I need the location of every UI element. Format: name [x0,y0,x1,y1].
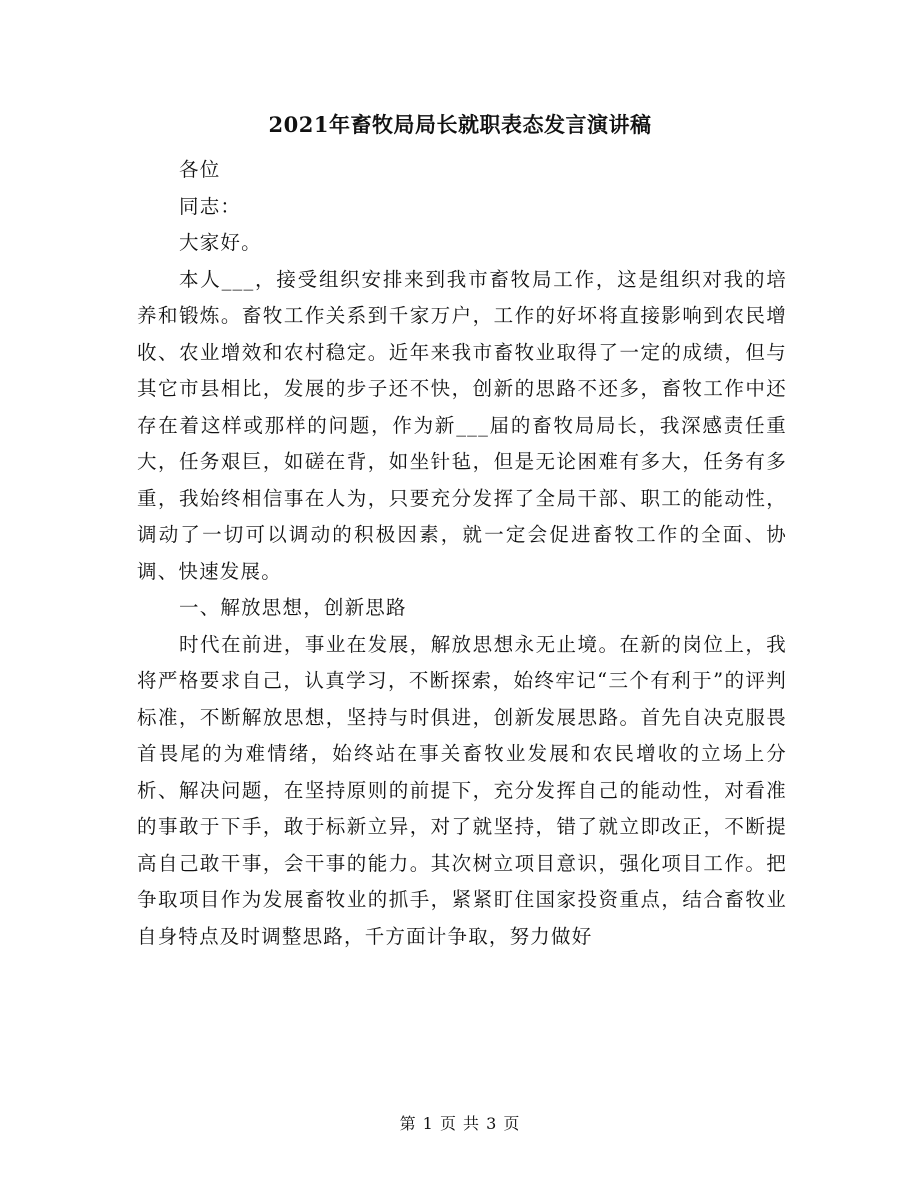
page-footer: 第 1 页 共 3 页 [399,1114,521,1133]
document-body [137,152,787,955]
section-heading-1: 一、解放思想，创新思路 [179,596,407,619]
body-paragraph-intro: 本人___，接受组织安排来到我市畜牧局工作，这是组织对我的培养和锻炼。畜牧工作关系到千家万户，工作的好坏将直接影响到农民增收、农业增效和农村稳定。近年来我市畜牧业取得了一定的成绩，但与其它市县相比，发展的步子还不快，创新的思路不还多，畜牧工作中还存在着这样或那样的问题，作为新___届的畜牧局局长，我深感责任重大，任务艰巨，如磋在背，如坐针毡，但是无论困难有多大，任务有多重，我始终相信事在人为，只要充分发挥了全局干部、职工的能动性，调动了一切可以调动的积极因素，就一定会促进畜牧工作的全面、协调、快速发展。 [137,267,787,583]
document-title: 2021年畜牧局局长就职表态发言演讲稿 [268,112,652,137]
greeting: 大家好。 [179,231,262,254]
body-paragraph-section-1: 时代在前进，事业在发展，解放思想永无止境。在新的岗位上，我将严格要求自己，认真学习，不断探索，始终牢记“三个有利于”的评判标准，不断解放思想，坚持与时俱进，创新发展思路。首先自决克服畏首畏尾的为难情绪，始终站在事关畜牧业发展和农民增收的立场上分析、解决问题，在坚持原则的前提下，充分发挥自己的能动性，对看准的事敢于下手，敢于标新立异，对了就坚持，错了就立即改正，不断提高自己敢干事，会干事的能力。其次树立项目意识，强化项目工作。把争取项目作为发展畜牧业的抓手，紧紧盯住国家投资重点，结合畜牧业自身特点及时调整思路，千方面计争取，努力做好 [137,632,787,948]
salutation-line-1: 各位 [179,158,221,181]
salutation-line-2: 同志： [179,194,242,218]
